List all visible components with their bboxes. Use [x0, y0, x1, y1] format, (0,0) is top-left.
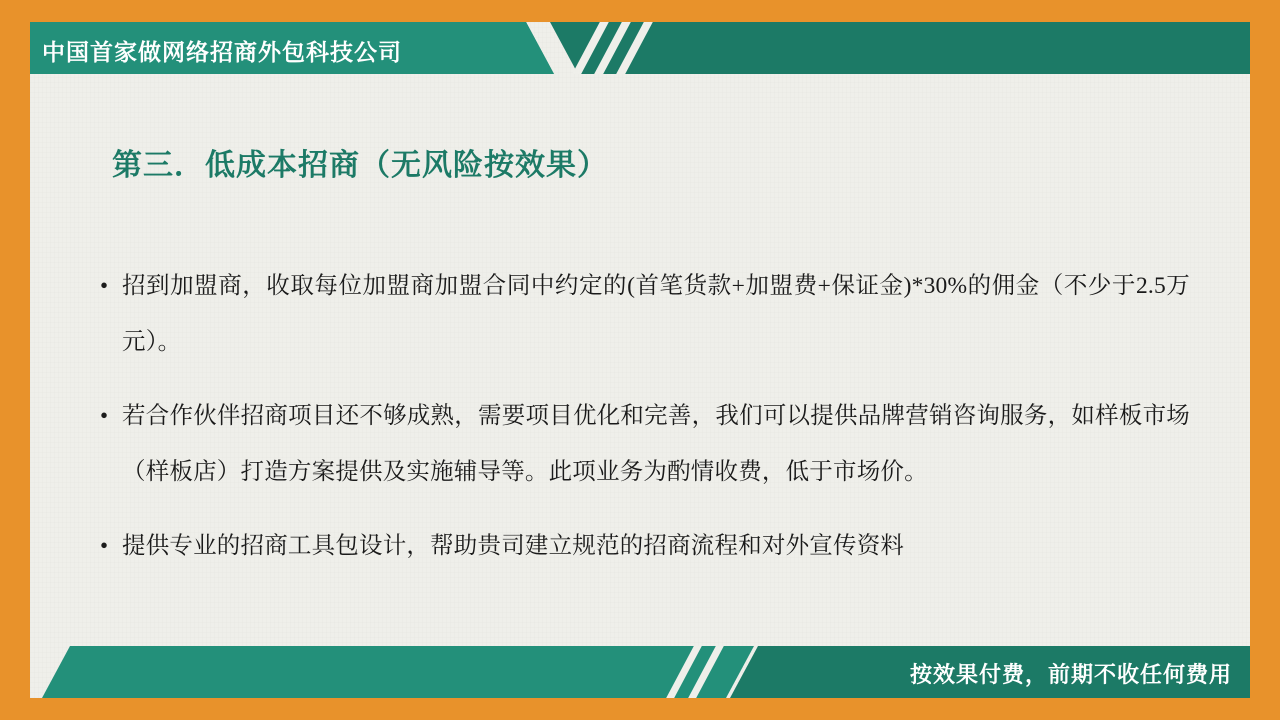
bottom-banner-title: 按效果付费，前期不收任何费用 [909, 662, 1232, 687]
bullet-text: 提供专业的招商工具包设计，帮助贵司建立规范的招商流程和对外宣传资料 [122, 533, 905, 559]
bullet-marker-icon: • [100, 403, 109, 428]
bullet-marker-icon: • [100, 533, 109, 558]
list-item [100, 388, 1190, 500]
list-item [100, 258, 1190, 370]
bullet-marker-icon: • [100, 273, 109, 298]
slide-heading: 第三．低成本招商（无风险按效果） [112, 149, 608, 182]
bullet-text: 招到加盟商，收取每位加盟商加盟合同中约定的(首笔货款+加盟费+保证金)*30%的佣金（不少于2.5万元）。 [122, 273, 1190, 355]
list-item [100, 518, 1190, 574]
bullet-text: 若合作伙伴招商项目还不够成熟，需要项目优化和完善，我们可以提供品牌营销咨询服务，如样板市场（样板店）打造方案提供及实施辅导等。此项业务为酌情收费，低于市场价。 [122, 403, 1190, 485]
top-banner-title: 中国首家做网络招商外包科技公司 [42, 39, 402, 65]
bullet-list [100, 258, 1190, 592]
